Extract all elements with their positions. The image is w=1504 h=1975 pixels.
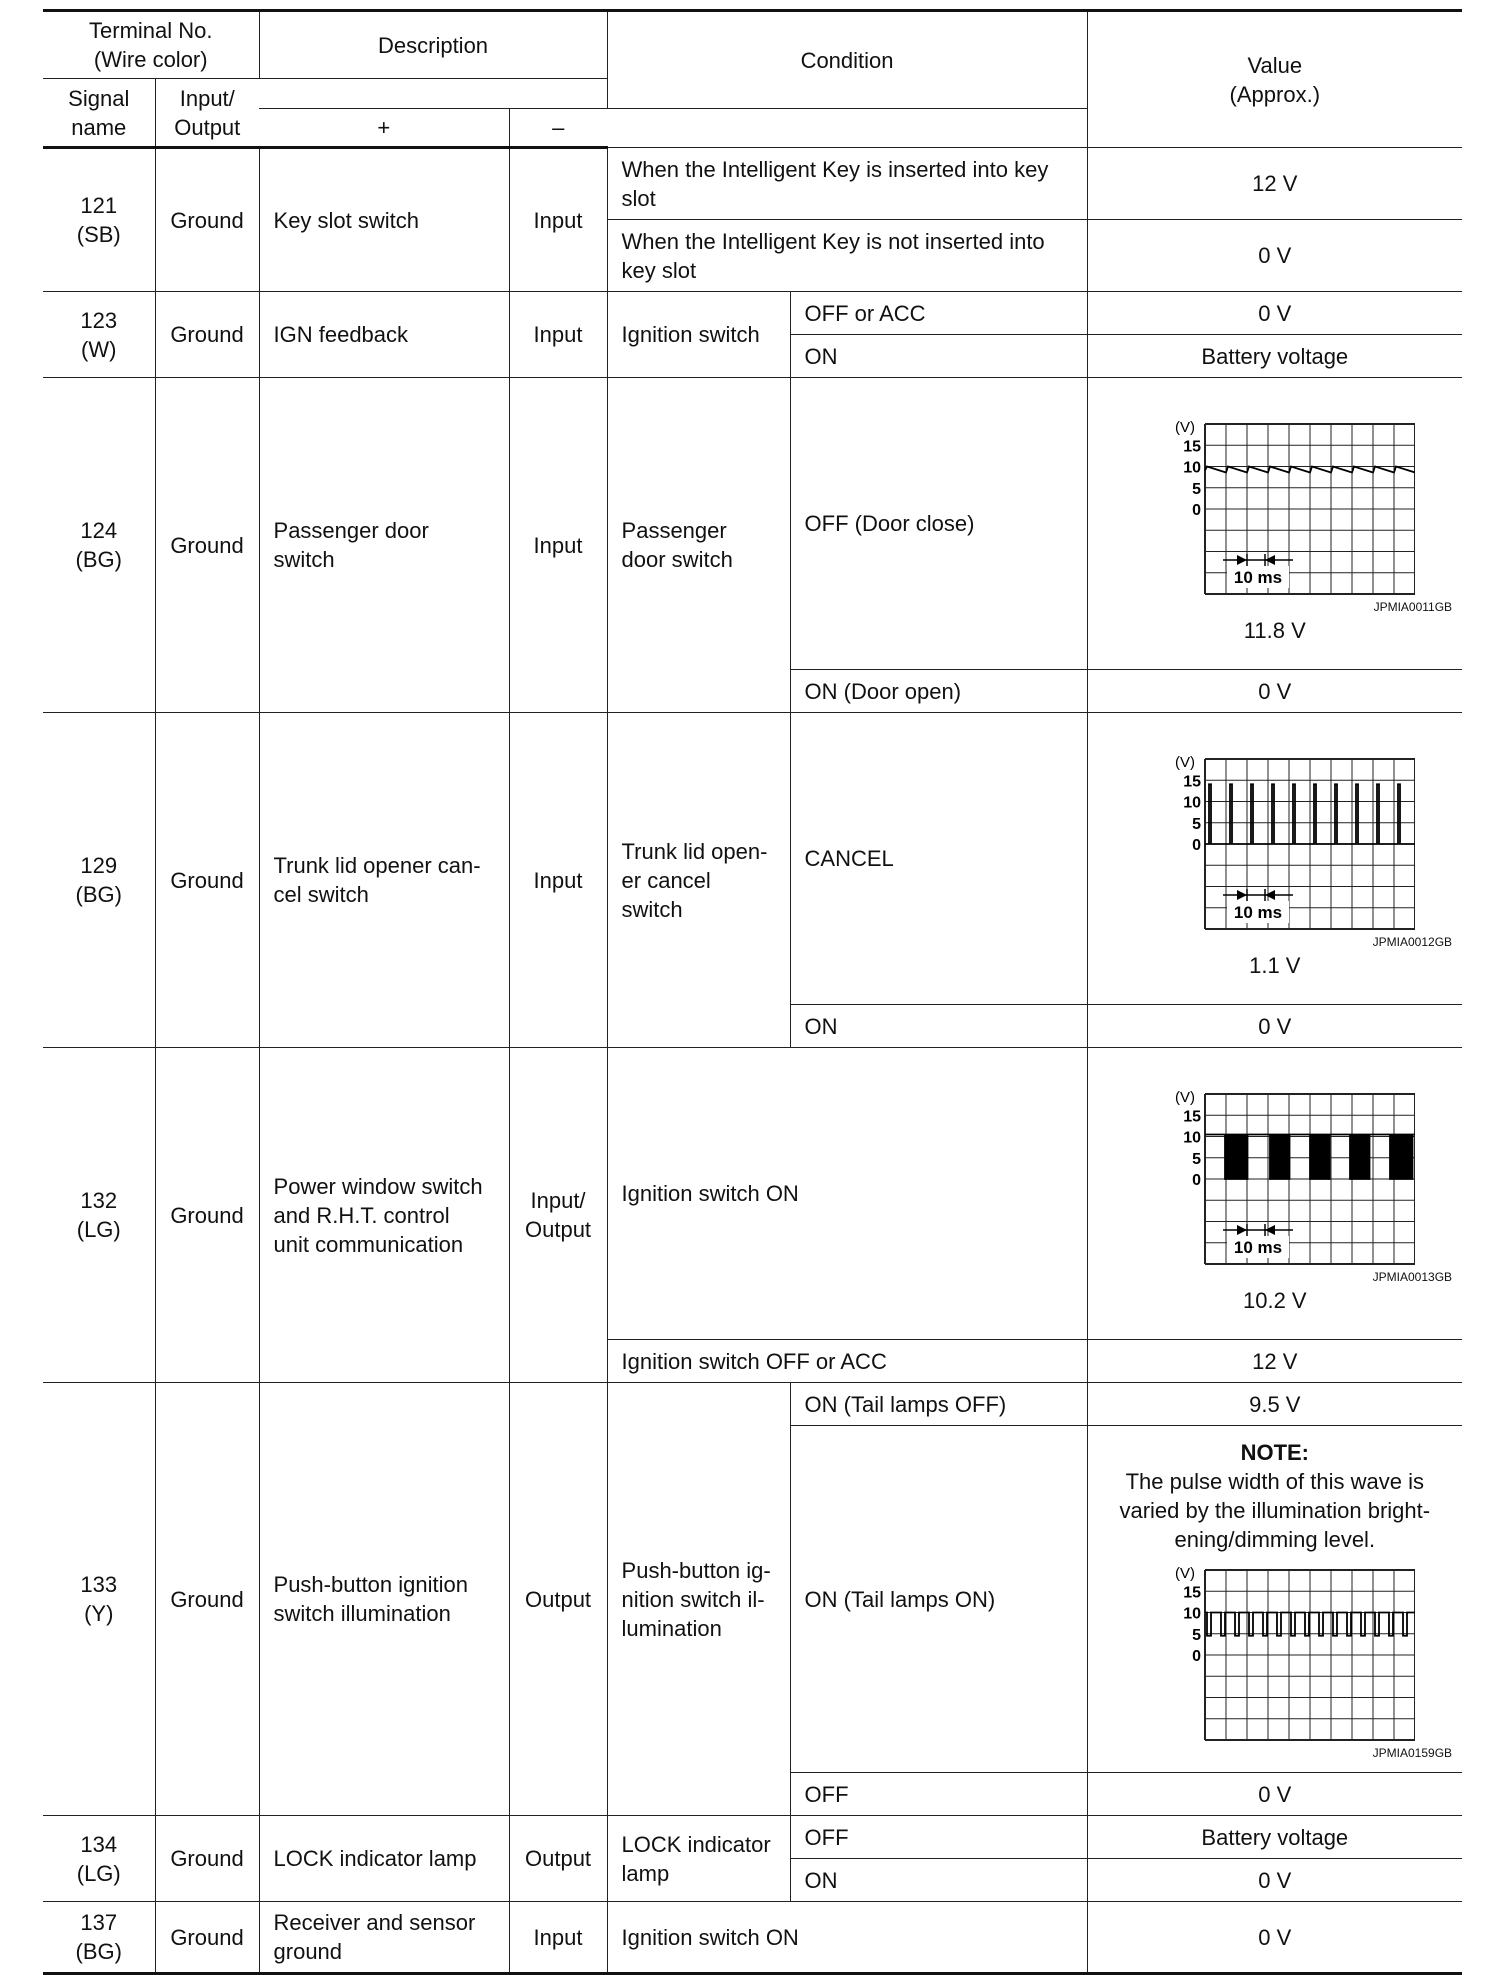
axis-unit: (V) xyxy=(1174,419,1195,436)
terminal-number: 132 (LG) xyxy=(43,1048,155,1383)
signal-name: Receiver and sensor ground xyxy=(259,1902,509,1974)
condition: LOCK indicator lamp xyxy=(607,1816,790,1902)
axis-unit: (V) xyxy=(1174,754,1195,771)
waveform-ripple xyxy=(1135,408,1415,598)
value: 0 V xyxy=(1087,1773,1462,1816)
time-marker-arrow xyxy=(1265,890,1275,900)
io-type: Input xyxy=(509,378,607,713)
waveform-bursts xyxy=(1135,1078,1415,1268)
y-tick-label: 5 xyxy=(1191,815,1201,833)
value: 0 V xyxy=(1087,1005,1462,1048)
table-row xyxy=(43,292,1462,335)
value: 0 V xyxy=(1087,220,1462,292)
condition-header: Condition xyxy=(607,11,1087,109)
y-tick-label: 15 xyxy=(1183,773,1201,791)
note-text: The pulse width of this wave is varied by the illumination bright- ening/dimming level. xyxy=(1119,1469,1431,1552)
terminal-ground: Ground xyxy=(155,713,259,1048)
value: 0 V xyxy=(1087,1902,1462,1974)
terminal-ground: Ground xyxy=(155,378,259,713)
minus-header: – xyxy=(509,109,607,148)
waveform-id: JPMIA0159GB xyxy=(1372,1746,1453,1760)
sub-condition: ON xyxy=(790,1005,1087,1048)
time-label: 10 ms xyxy=(1233,568,1282,587)
waveform-cell xyxy=(1087,1426,1462,1773)
time-marker-arrow xyxy=(1237,555,1247,565)
value: 0 V xyxy=(1087,292,1462,335)
condition: Ignition switch xyxy=(607,292,790,378)
y-tick-label: 10 xyxy=(1183,459,1201,477)
value-header: Value (Approx.) xyxy=(1087,11,1462,148)
condition: Ignition switch OFF or ACC xyxy=(607,1340,1087,1383)
condition: Ignition switch ON xyxy=(607,1902,1087,1974)
terminal-ground: Ground xyxy=(155,148,259,292)
signal-name: Key slot switch xyxy=(259,148,509,292)
terminal-ground: Ground xyxy=(155,292,259,378)
terminal-header: Terminal No. (Wire color) xyxy=(43,11,259,79)
table-row xyxy=(43,378,1462,670)
y-tick-label: 5 xyxy=(1191,1626,1201,1644)
io-type: Output xyxy=(509,1383,607,1816)
condition: When the Intelligent Key is not inserted into key slot xyxy=(607,220,1087,292)
terminal-ground: Ground xyxy=(155,1048,259,1383)
value: 0 V xyxy=(1087,1859,1462,1902)
terminal-ground: Ground xyxy=(155,1383,259,1816)
y-tick-label: 0 xyxy=(1191,502,1201,519)
signal-name-header: Signal name xyxy=(43,79,155,148)
description-header: Description xyxy=(259,11,607,79)
condition: Passenger door switch xyxy=(607,378,790,713)
value: 0 V xyxy=(1087,670,1462,713)
condition: When the Intelligent Key is inserted into key slot xyxy=(607,148,1087,220)
signal-name: IGN feedback xyxy=(259,292,509,378)
condition: Trunk lid open- er cancel switch xyxy=(607,713,790,1048)
terminal-ground: Ground xyxy=(155,1902,259,1974)
signal-name: LOCK indicator lamp xyxy=(259,1816,509,1902)
signal-name: Trunk lid opener can- cel switch xyxy=(259,713,509,1048)
y-tick-label: 15 xyxy=(1183,438,1201,456)
y-tick-label: 10 xyxy=(1183,794,1201,812)
sub-condition: OFF xyxy=(790,1816,1087,1859)
table-row xyxy=(43,1048,1462,1340)
value: Battery voltage xyxy=(1087,1816,1462,1859)
terminal-number: 121 (SB) xyxy=(43,148,155,292)
io-type: Input xyxy=(509,713,607,1048)
sub-condition: ON (Tail lamps ON) xyxy=(790,1426,1087,1773)
terminal-number: 124 (BG) xyxy=(43,378,155,713)
sub-condition: OFF (Door close) xyxy=(790,378,1087,670)
value: 12 V xyxy=(1087,1340,1462,1383)
plus-header: + xyxy=(259,109,509,148)
terminal-ground: Ground xyxy=(155,1816,259,1902)
time-marker-arrow xyxy=(1265,555,1275,565)
note-title: NOTE: xyxy=(1240,1440,1310,1465)
y-tick-label: 5 xyxy=(1191,480,1201,498)
value: Battery voltage xyxy=(1087,335,1462,378)
sub-condition: ON xyxy=(790,335,1087,378)
waveform-id: JPMIA0012GB xyxy=(1372,935,1453,949)
table-row xyxy=(43,1902,1462,1974)
time-marker-arrow xyxy=(1237,890,1247,900)
io-type: Output xyxy=(509,1816,607,1902)
signal-name: Passenger door switch xyxy=(259,378,509,713)
time-marker-arrow xyxy=(1265,1225,1275,1235)
waveform-cell xyxy=(1087,378,1462,670)
io-type: Input/ Output xyxy=(509,1048,607,1383)
sub-condition: ON xyxy=(790,1859,1087,1902)
value: 9.5 V xyxy=(1087,1383,1462,1426)
table-row xyxy=(43,1383,1462,1426)
waveform-cell xyxy=(1087,1048,1462,1340)
waveform-id: JPMIA0011GB xyxy=(1373,600,1453,614)
table-row xyxy=(43,713,1462,1005)
y-tick-label: 15 xyxy=(1183,1584,1201,1602)
waveform-id: JPMIA0013GB xyxy=(1372,1270,1453,1284)
waveform-cell xyxy=(1087,713,1462,1005)
sub-condition: OFF xyxy=(790,1773,1087,1816)
terminal-number: 134 (LG) xyxy=(43,1816,155,1902)
waveform-spikes xyxy=(1135,743,1415,933)
y-tick-label: 10 xyxy=(1183,1605,1201,1623)
axis-unit: (V) xyxy=(1174,1565,1195,1582)
axis-unit: (V) xyxy=(1174,1089,1195,1106)
y-tick-label: 15 xyxy=(1183,1108,1201,1126)
terminal-number: 129 (BG) xyxy=(43,713,155,1048)
time-marker-arrow xyxy=(1237,1225,1247,1235)
terminal-number: 133 (Y) xyxy=(43,1383,155,1816)
input-output-header: Input/ Output xyxy=(155,79,259,148)
value: 1.1 V xyxy=(1249,953,1301,978)
terminal-number: 137 (BG) xyxy=(43,1902,155,1974)
y-tick-label: 5 xyxy=(1191,1150,1201,1168)
sub-condition: CANCEL xyxy=(790,713,1087,1005)
table-row xyxy=(43,148,1462,220)
y-tick-label: 0 xyxy=(1191,1172,1201,1189)
terminal-number: 123 (W) xyxy=(43,292,155,378)
sub-condition: ON (Door open) xyxy=(790,670,1087,713)
sub-condition: OFF or ACC xyxy=(790,292,1087,335)
io-type: Input xyxy=(509,292,607,378)
table-row xyxy=(43,1816,1462,1859)
io-type: Input xyxy=(509,1902,607,1974)
y-tick-label: 0 xyxy=(1191,837,1201,854)
time-label: 10 ms xyxy=(1233,903,1282,922)
value: 10.2 V xyxy=(1242,1288,1307,1313)
value: 12 V xyxy=(1087,148,1462,220)
time-label: 10 ms xyxy=(1233,1238,1282,1257)
signal-name: Push-button ignition switch illumination xyxy=(259,1383,509,1816)
sub-condition: ON (Tail lamps OFF) xyxy=(790,1383,1087,1426)
condition: Push-button ig- nition switch il- lumination xyxy=(607,1383,790,1816)
y-tick-label: 0 xyxy=(1191,1648,1201,1665)
terminal-table xyxy=(43,9,1462,1975)
signal-name: Power window switch and R.H.T. control unit communication xyxy=(259,1048,509,1383)
y-tick-label: 10 xyxy=(1183,1129,1201,1147)
waveform-pwm xyxy=(1135,1554,1415,1744)
condition: Ignition switch ON xyxy=(607,1048,1087,1340)
value: 11.8 V xyxy=(1243,618,1306,643)
io-type: Input xyxy=(509,148,607,292)
waveform-trace xyxy=(1205,1135,1415,1180)
